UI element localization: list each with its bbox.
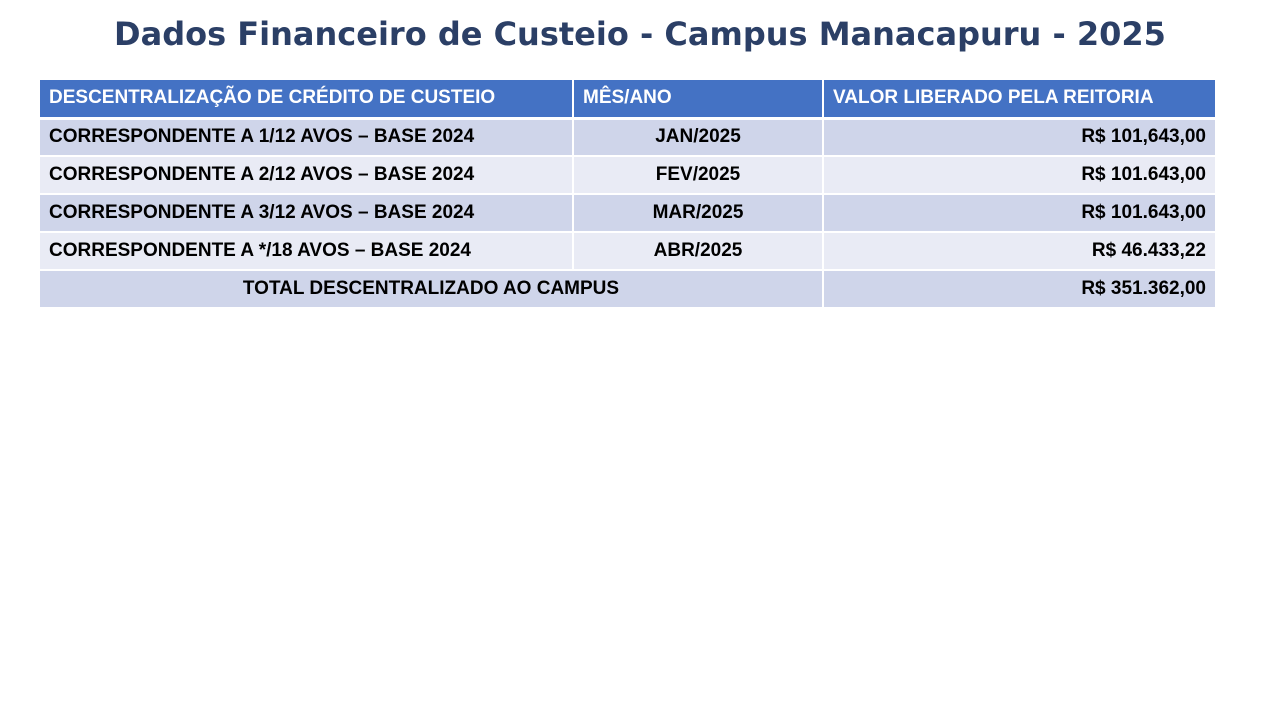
row-month: FEV/2025 [573, 156, 823, 194]
table-row [40, 232, 1215, 270]
header-mes-ano: MÊS/ANO [573, 80, 823, 118]
total-value: R$ 351.362,00 [823, 270, 1215, 308]
row-description: CORRESPONDENTE A 1/12 AVOS – BASE 2024 [40, 118, 573, 156]
row-value: R$ 101.643,00 [823, 156, 1215, 194]
row-description: CORRESPONDENTE A */18 AVOS – BASE 2024 [40, 232, 573, 270]
table-header-row [40, 80, 1215, 118]
total-row [40, 270, 1215, 308]
row-month: MAR/2025 [573, 194, 823, 232]
row-month: ABR/2025 [573, 232, 823, 270]
slide-title: Dados Financeiro de Custeio - Campus Manacapuru - 2025 [114, 15, 1166, 53]
table-row [40, 194, 1215, 232]
total-label: TOTAL DESCENTRALIZADO AO CAMPUS [40, 270, 823, 308]
header-valor-liberado: VALOR LIBERADO PELA REITORIA [823, 80, 1215, 118]
table-row [40, 118, 1215, 156]
header-descentralizacao: DESCENTRALIZAÇÃO DE CRÉDITO DE CUSTEIO [40, 80, 573, 118]
row-description: CORRESPONDENTE A 3/12 AVOS – BASE 2024 [40, 194, 573, 232]
row-value: R$ 101.643,00 [823, 194, 1215, 232]
row-value: R$ 101,643,00 [823, 118, 1215, 156]
table-row [40, 156, 1215, 194]
row-description: CORRESPONDENTE A 2/12 AVOS – BASE 2024 [40, 156, 573, 194]
financial-table [40, 80, 1215, 309]
row-month: JAN/2025 [573, 118, 823, 156]
row-value: R$ 46.433,22 [823, 232, 1215, 270]
